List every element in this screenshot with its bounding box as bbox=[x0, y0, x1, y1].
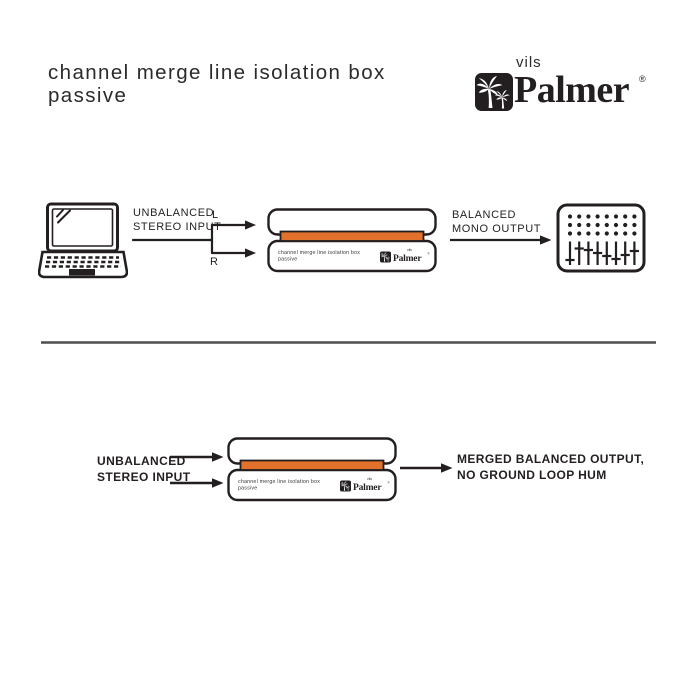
device-brand-name: Palmer bbox=[353, 483, 382, 493]
input-label-bottom-line1: UNBALANCED bbox=[97, 454, 186, 468]
channel-label-l: L bbox=[212, 209, 219, 221]
device-registered-mark: ® bbox=[427, 251, 430, 256]
output-label-top-line1: BALANCED bbox=[452, 209, 517, 221]
brand-sub-label: vils bbox=[516, 54, 542, 71]
device-brand-sub: vils bbox=[367, 477, 372, 481]
device-registered-mark: ® bbox=[387, 480, 390, 485]
input-label-bottom-line2: STEREO INPUT bbox=[97, 469, 191, 484]
device-palm-logo-icon bbox=[380, 252, 391, 263]
page-title bbox=[48, 61, 386, 107]
device-brand-sub: vils bbox=[407, 248, 412, 252]
output-label-bottom-line2: NO GROUND LOOP HUM bbox=[457, 467, 607, 482]
device-palm-logo-icon bbox=[340, 481, 351, 492]
page-title-line1: channel merge line isolation box bbox=[48, 61, 386, 84]
input-label-bottom bbox=[97, 454, 190, 485]
brand-wordmark: Palmer bbox=[514, 69, 630, 111]
input-arrowhead-r bbox=[245, 248, 256, 257]
input-arrowhead-l bbox=[245, 220, 256, 229]
merged-output-arrow bbox=[400, 463, 453, 473]
mixer-icon bbox=[556, 203, 646, 273]
page-title-line2: passive bbox=[48, 84, 128, 107]
isolation-box-device-top bbox=[267, 208, 437, 273]
palmer-palm-logo-icon bbox=[475, 73, 513, 111]
device-label-line1: channel merge line isolation box bbox=[238, 479, 321, 485]
input-label-top bbox=[133, 207, 222, 234]
channel-label-r: R bbox=[210, 256, 218, 268]
input-label-top-line2: STEREO INPUT bbox=[133, 220, 222, 233]
output-label-top-line2: MONO OUTPUT bbox=[452, 222, 542, 235]
output-label-top bbox=[452, 209, 541, 236]
input-label-top-line1: UNBALANCED bbox=[133, 207, 215, 219]
device-label-line2: passive bbox=[238, 485, 258, 492]
balanced-output-arrow bbox=[450, 235, 552, 244]
isolation-box-device-bottom bbox=[227, 437, 397, 502]
device-brand-name: Palmer bbox=[393, 254, 422, 264]
device-label-line2: passive bbox=[278, 256, 298, 263]
output-label-bottom-line1: MERGED BALANCED OUTPUT, bbox=[457, 452, 645, 466]
laptop-icon bbox=[38, 202, 128, 279]
registered-mark: ® bbox=[639, 74, 646, 84]
device-label-line1: channel merge line isolation box bbox=[278, 250, 361, 256]
output-label-bottom bbox=[457, 452, 644, 483]
